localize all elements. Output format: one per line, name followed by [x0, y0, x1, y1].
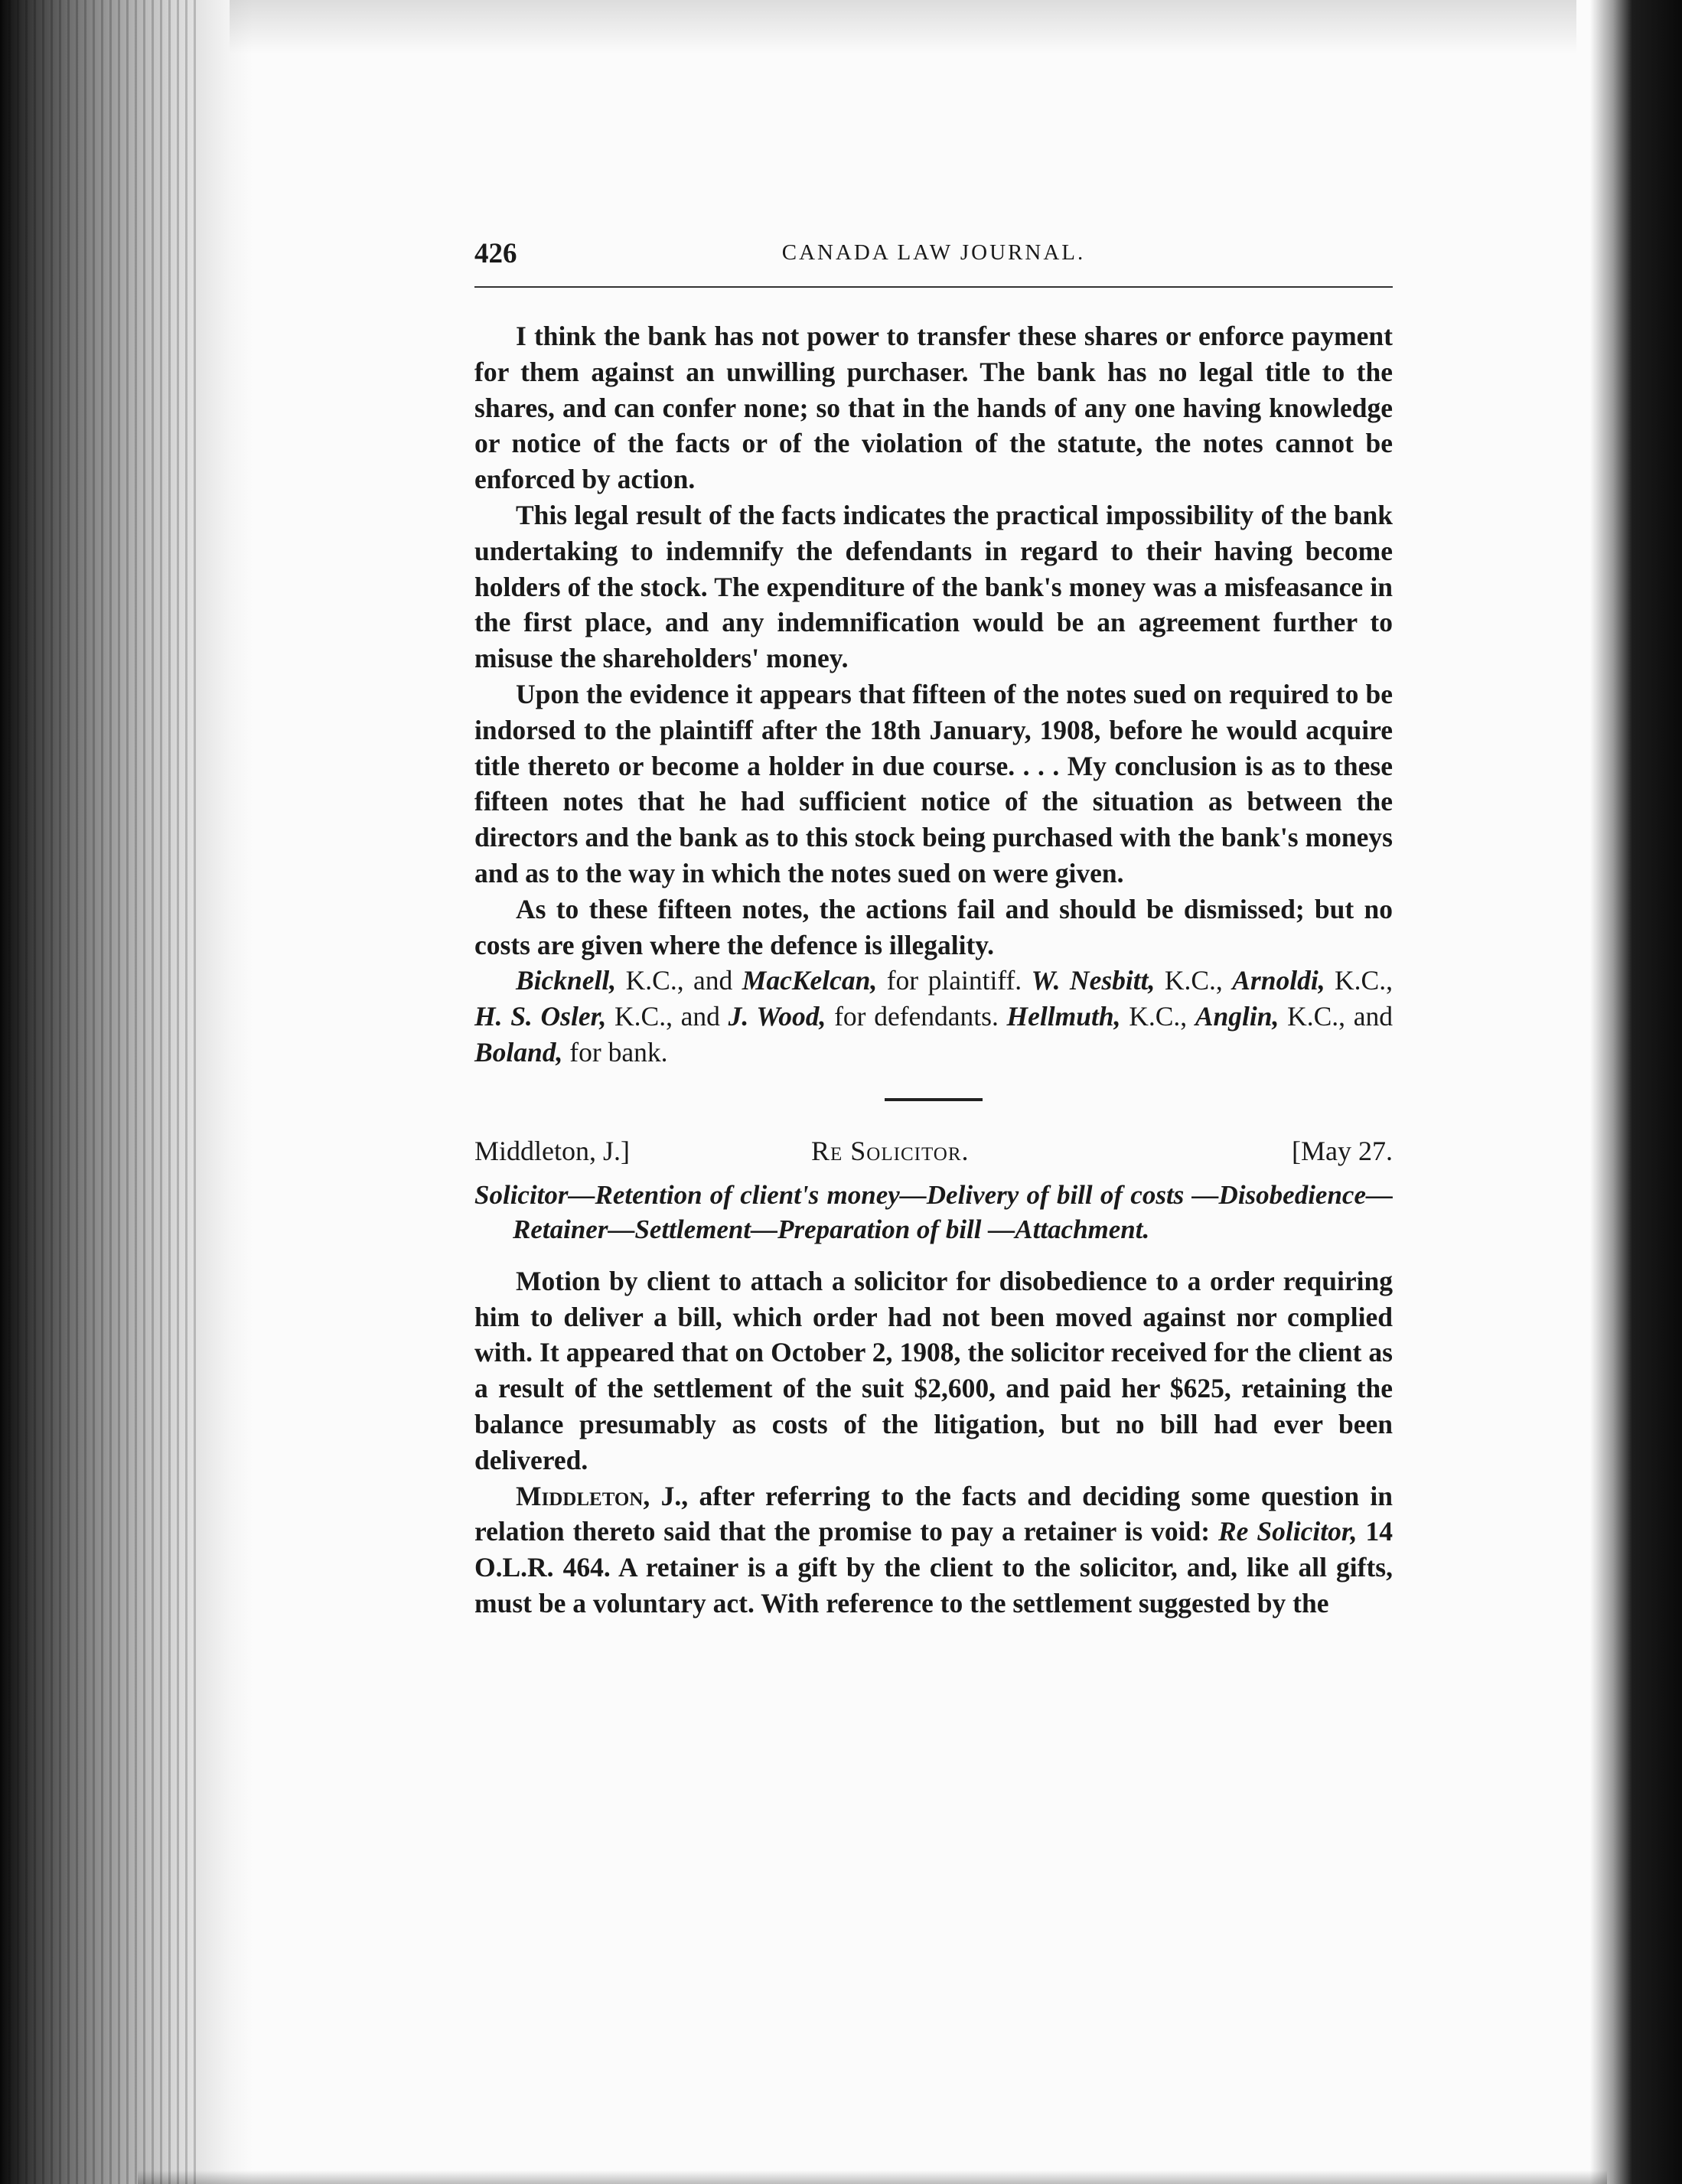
counsel-text: K.C.,	[1155, 965, 1233, 996]
header-rule	[474, 286, 1393, 288]
counsel-name: MacKelcan,	[742, 965, 878, 996]
counsel-text: K.C.,	[1120, 1001, 1195, 1032]
counsel-name: W. Nesbitt,	[1031, 965, 1156, 996]
paragraph: Motion by client to attach a solicitor for disobedience to a order requiring him to deliver a bill, which order had not been moved against nor complied with. It appeared that on October 2, 1908, the solicitor received for the client as a result of the settlement of the suit $2,600, and paid her $625, retaining the balance presumably as costs of the litigation, but no bill had ever been delivered.	[474, 1265, 1393, 1475]
journal-page	[474, 230, 1393, 1622]
case-name: Re Solicitor.	[811, 1135, 970, 1166]
headnote: Solicitor—Retention of client's money—Delivery of bill of costs —Disobedience—Retainer—Settlement—Preparation of bill —Attachment.	[474, 1179, 1393, 1244]
counsel-name: J. Wood,	[728, 1001, 826, 1032]
counsel-text: K.C.,	[1325, 965, 1393, 996]
paragraph	[474, 1478, 1393, 1622]
paragraph-text: , J., after referring to the facts and deciding some question in relation thereto said that the promise to pay a retainer is void:	[474, 1480, 1393, 1547]
page-number: 426	[474, 238, 517, 269]
counsel-name: Arnoldi,	[1232, 965, 1325, 996]
counsel-text: K.C., and	[616, 965, 742, 996]
counsel-name: Bicknell,	[516, 965, 617, 996]
case-citation: Re Solicitor,	[1218, 1516, 1358, 1547]
page-header	[474, 230, 1393, 275]
case-caption	[474, 1135, 1393, 1173]
counsel-text: for bank.	[562, 1036, 668, 1068]
counsel-name: H. S. Osler,	[474, 1001, 607, 1032]
counsel-name: Boland,	[474, 1036, 563, 1068]
counsel-text: K.C., and	[606, 1001, 729, 1032]
paragraph-text: 14 O.L.R. 464. A retainer is a gift by the client to the solicitor, and, like all gifts, must be a voluntary act. With reference to the settlement suggested by the	[474, 1516, 1393, 1618]
counsel-text: for plaintiff.	[877, 965, 1032, 996]
counsel-listing	[474, 963, 1393, 1070]
paragraph: Upon the evidence it appears that fifteen of the notes sued on required to be indorsed to the plaintiff after the 18th January, 1908, before he would acquire title thereto or become a holder in due course. . . . My conclusion is as to these fifteen notes that he had sufficient notice of the situation as between the directors and the bank as to this stock being purchased with the bank's moneys and as to the way in which the notes sued on were given.	[474, 678, 1393, 888]
counsel-name: Hellmuth,	[1006, 1001, 1121, 1032]
case-judge: Middleton, J.]	[474, 1135, 630, 1166]
section-divider	[885, 1098, 983, 1101]
opinion-text	[474, 318, 1393, 1071]
counsel-name: Anglin,	[1195, 1001, 1279, 1032]
paragraph: This legal result of the facts indicates the practical impossibility of the bank undertaking to indemnify the defendants in regard to their having become holders of the stock. The expenditure of the bank's money was a misfeasance in the first place, and any indemnification would be an agreement further to misuse the shareholders' money.	[474, 499, 1393, 674]
bottom-scan-shadow	[138, 2170, 1607, 2184]
judge-name: Middleton	[516, 1480, 644, 1511]
case-text	[474, 1263, 1393, 1622]
page-edge-shadow	[1590, 0, 1682, 2184]
binding-texture	[0, 0, 199, 2184]
paragraph: I think the bank has not power to transfer these shares or enforce payment for them against an unwilling purchaser. The bank has no legal title to the shares, and can confer none; so that in the hands of any one having knowledge or notice of the facts or of the violation of the statute, the notes cannot be enforced by action.	[474, 321, 1393, 495]
paragraph: As to these fifteen notes, the actions fail and should be dismissed; but no costs are given where the defence is illegality.	[474, 893, 1393, 960]
counsel-text: K.C., and	[1279, 1001, 1393, 1032]
running-head: CANADA LAW JOURNAL.	[781, 240, 1086, 265]
counsel-text: for defendants.	[826, 1001, 1007, 1032]
case-date: [May 27.	[1292, 1135, 1393, 1166]
top-scan-shadow	[230, 0, 1576, 54]
